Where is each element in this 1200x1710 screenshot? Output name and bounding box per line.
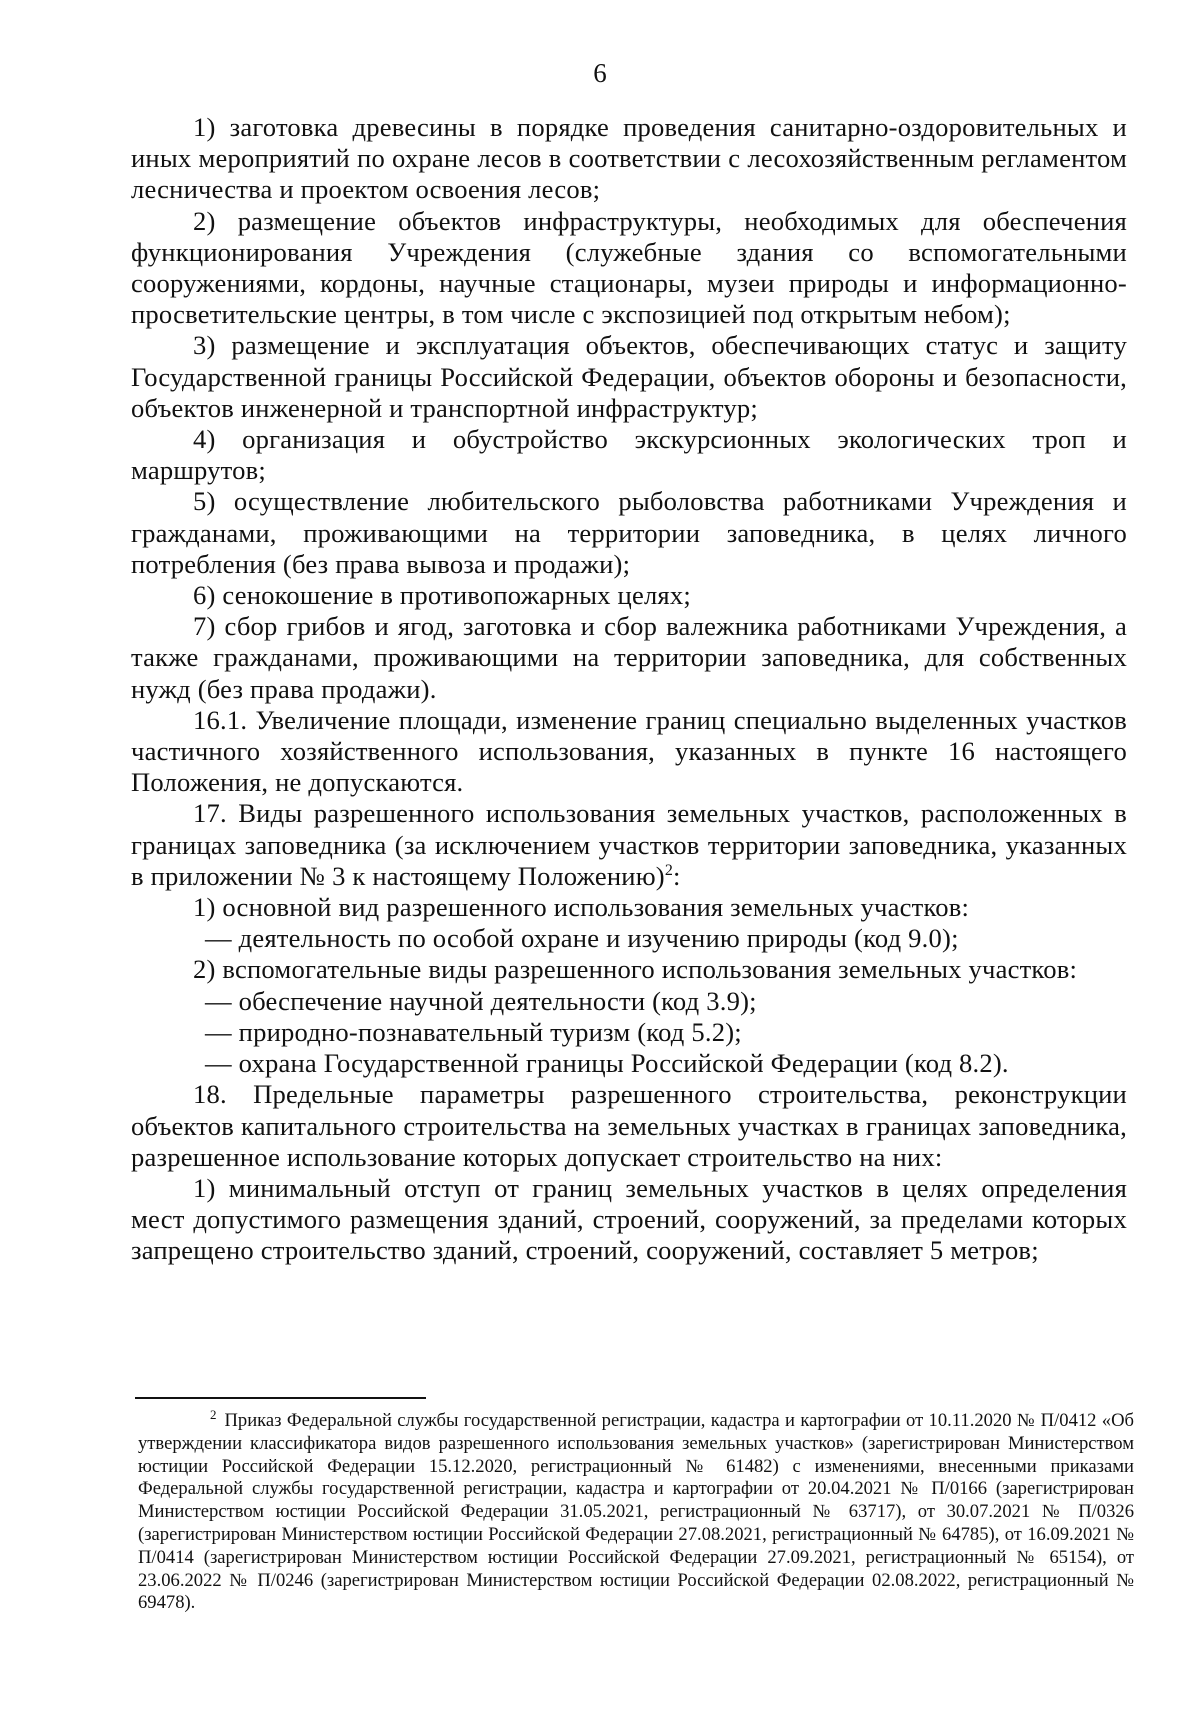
- paragraph-auxiliary-use: 2) вспомогательные виды разрешенного использования земельных участков:: [193, 954, 1078, 985]
- paragraph-auxiliary-item-1: — обеспечение научной деятельности (код 3.9);: [205, 985, 757, 1016]
- footnote: [138, 1406, 1134, 1615]
- paragraph-item-6: 6) сенокошение в противопожарных целях;: [193, 580, 691, 611]
- page-number: 6: [593, 58, 607, 88]
- paragraph-auxiliary-item-2: — природно-познавательный туризм (код 5.2);: [205, 1016, 742, 1047]
- paragraph-clause-16-1: 16.1. Увеличение площади, изменение границ специально выделенных участков частичного хозяйственного использования, указанных в пункте 16 настоящего Положения, не допускаются.: [131, 704, 1127, 798]
- paragraph-item-5: 5) осуществление любительского рыболовства работниками Учреждения и гражданами, проживающими на территории заповедника, в целях личного потребления (без права вывоза и продажи);: [131, 486, 1127, 579]
- document-body: [131, 112, 1127, 1267]
- paragraph-item-2: 2) размещение объектов инфраструктуры, необходимых для обеспечения функционирования Учреждения (служебные здания со вспомогательными сооружениями, кордоны, научные стационары, музеи природы и информационно-просветительские центры, в том числе с экспозицией под открытым небом);: [131, 205, 1127, 330]
- paragraph-clause-18: 18. Предельные параметры разрешенного строительства, реконструкции объектов капитального строительства на земельных участках в границах заповедника, разрешенное использование которых допускает строительство на них:: [131, 1079, 1127, 1172]
- footnote-mark: 2: [210, 1406, 217, 1422]
- paragraph-main-use: 1) основной вид разрешенного использования земельных участков:: [193, 892, 970, 923]
- clause-17-text: 17. Виды разрешенного использования земельных участков, расположенных в границах заповедника (за исключением участков территории заповедника, указанных в приложении № 3 к настоящему Положению): [131, 798, 1127, 891]
- footnote-reference[interactable]: 2: [664, 862, 674, 880]
- paragraph-clause-17: [131, 798, 1127, 892]
- clause-17-colon: :: [673, 860, 681, 891]
- paragraph-item-4: 4) организация и обустройство экскурсионных экологических троп и маршрутов;: [131, 424, 1127, 486]
- paragraph-item-3: 3) размещение и эксплуатация объектов, обеспечивающих статус и защиту Государственной границы Российской Федерации, объектов обороны и безопасности, объектов инженерной и транспортной инфраструктур;: [131, 330, 1127, 423]
- paragraph-main-use-item: — деятельность по особой охране и изучению природы (код 9.0);: [205, 923, 959, 954]
- paragraph-item-1: 1) заготовка древесины в порядке проведения санитарно-оздоровительных и иных мероприятий по охране лесов в соответствии с лесохозяйственным регламентом лесничества и проектом освоения лесов;: [131, 112, 1127, 205]
- paragraph-clause-18-item-1: 1) минимальный отступ от границ земельных участков в целях определения мест допустимого размещения зданий, строений, сооружений, за пределами которых запрещено строительство зданий, строений, сооружений, составляет 5 метров;: [131, 1172, 1127, 1266]
- footnote-divider: [135, 1397, 426, 1399]
- footnote-text: Приказ Федеральной службы государственной регистрации, кадастра и картографии от 10.11.2020 № П/0412 «Об утверждении классификатора видов разрешенного использования земельных участков» (зарегистрирован Министерством юстиции Российской Федерации 15.12.2020, регистрационный № 61482) с изменениями, внесенными приказами Федеральной службы государственной регистрации, кадастра и картографии от 20.04.2021 № П/0166 (зарегистрирован Министерством юстиции Российской Федерации 31.05.2021, регистрационный № 63717), от 30.07.2021 № П/0326 (зарегистрирован Министерством юстиции Российской Федерации 27.08.2021, регистрационный № 64785), от 16.09.2021 № П/0414 (зарегистрирован Министерством юстиции Российской Федерации 27.09.2021, регистрационный № 65154), от 23.06.2022 № П/0246 (зарегистрирован Министерством юстиции Российской Федерации 02.08.2022, регистрационный № 69478).: [138, 1410, 1134, 1614]
- paragraph-item-7: 7) сбор грибов и ягод, заготовка и сбор валежника работниками Учреждения, а также гражданами, проживающими на территории заповедника, для собственных нужд (без права продажи).: [131, 611, 1127, 704]
- paragraph-auxiliary-item-3: — охрана Государственной границы Российской Федерации (код 8.2).: [205, 1048, 1009, 1079]
